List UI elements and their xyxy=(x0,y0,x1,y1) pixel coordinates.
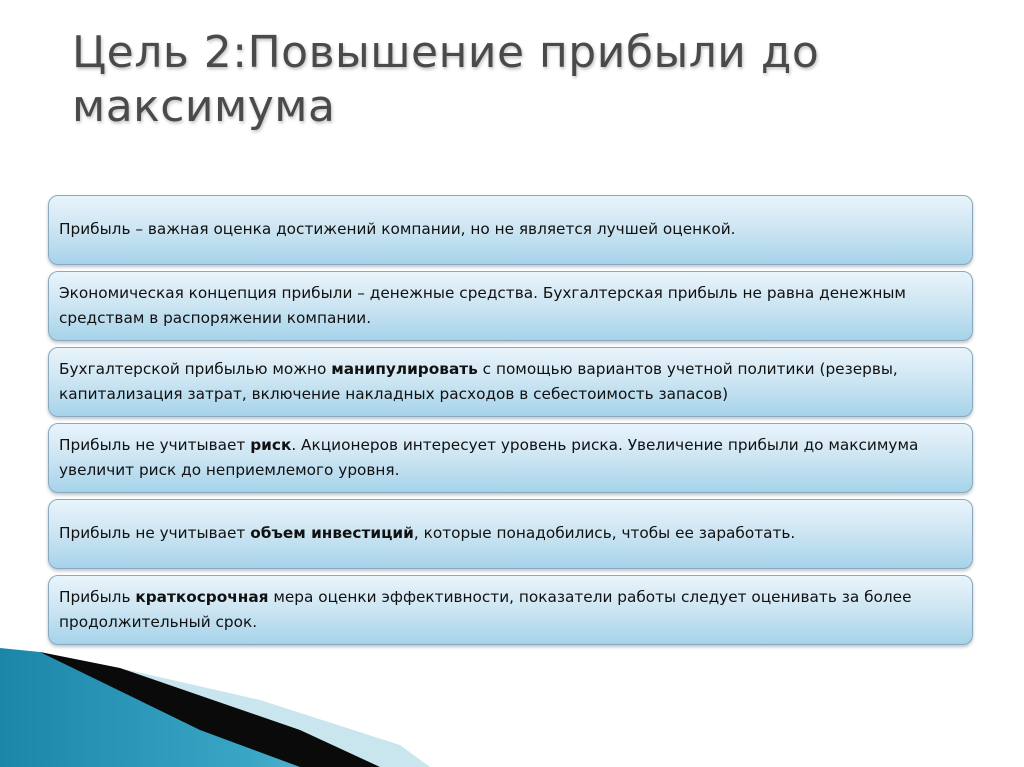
black-swoosh xyxy=(40,652,380,767)
emphasis: манипулировать xyxy=(331,360,478,378)
point-box xyxy=(48,499,973,569)
emphasis: риск xyxy=(250,436,292,454)
slide-title: Цель 2:Повышение прибыли до максимума xyxy=(72,27,820,132)
point-text: Прибыль краткосрочная мера оценки эффективности, показатели работы следует оценивать за более продолжительный срок. xyxy=(59,588,912,631)
emphasis: объем инвестиций xyxy=(250,524,414,542)
point-text: Прибыль не учитывает риск. Акционеров интересует уровень риска. Увеличение прибыли до максимума увеличит риск до неприемлемого уровня. xyxy=(59,436,919,479)
point-text: Экономическая концепция прибыли – денежные средства. Бухгалтерская прибыль не равна денежным средствам в распоряжении компании. xyxy=(59,284,906,327)
points-list xyxy=(48,195,973,645)
light-swoosh xyxy=(120,668,430,767)
point-box xyxy=(48,347,973,417)
point-box xyxy=(48,271,973,341)
emphasis: краткосрочная xyxy=(135,588,269,606)
point-box xyxy=(48,423,973,493)
point-text: Прибыль не учитывает объем инвестиций, которые понадобились, чтобы ее заработать. xyxy=(59,524,796,542)
point-box xyxy=(48,575,973,645)
point-text: Прибыль – важная оценка достижений компании, но не является лучшей оценкой. xyxy=(59,220,736,238)
teal-swoosh xyxy=(0,648,420,767)
point-box xyxy=(48,195,973,265)
point-text: Бухгалтерской прибылью можно манипулировать с помощью вариантов учетной политики (резервы, капитализация затрат, включение накладных расходов в себестоимость запасов) xyxy=(59,360,898,403)
